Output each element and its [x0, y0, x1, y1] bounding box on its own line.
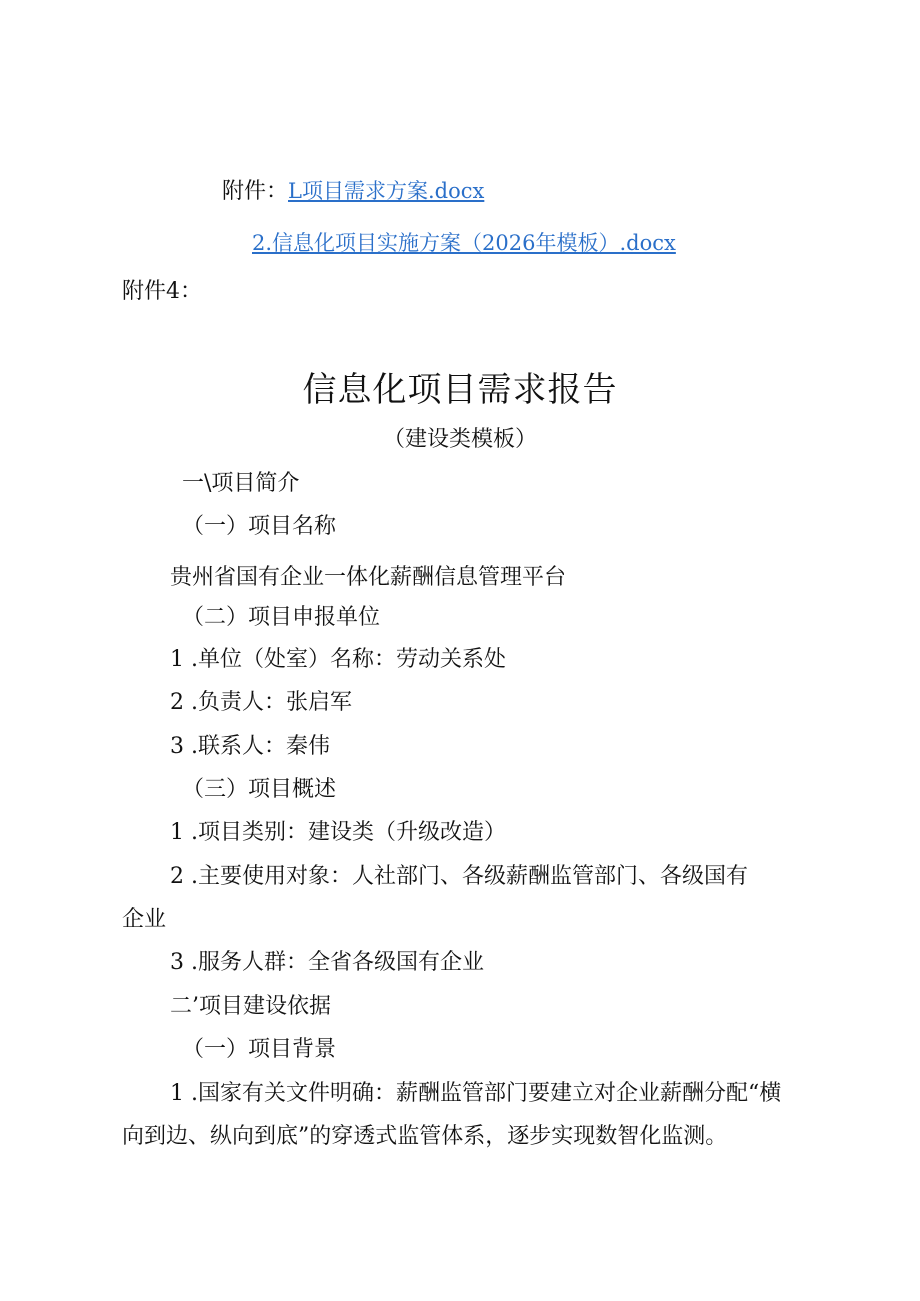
- section-1-2-heading: （二）项目申报单位: [182, 605, 381, 630]
- overview-item-3: 3 .服务人群：全省各级国有企业: [170, 950, 484, 975]
- page-title: 信息化项目需求报告: [302, 370, 618, 410]
- unit-item-3: 3 .联系人：秦伟: [170, 734, 330, 759]
- page-subtitle: （建设类模板）: [382, 427, 537, 452]
- overview-item-1: 1 .项目类别：建设类（升级改造）: [170, 820, 506, 845]
- attachments-line: [222, 176, 484, 207]
- section-1-heading: 一\项目简介: [182, 471, 300, 496]
- unit-item-1: 1 .单位（处室）名称：劳动关系处: [170, 647, 506, 672]
- attachments-label: 附件：: [222, 179, 289, 204]
- section-1-1-heading: （一）项目名称: [182, 514, 337, 539]
- overview-item-2-cont: 企业: [122, 907, 167, 932]
- attachment-link-1[interactable]: L项目需求方案.docx: [288, 179, 485, 203]
- background-para-cont: 向到边、纵向到底”的穿透式监管体系，逐步实现数智化监测。: [122, 1124, 728, 1149]
- section-1-3-heading: （三）项目概述: [182, 777, 337, 802]
- project-name: 贵州省国有企业一体化薪酬信息管理平台: [170, 565, 567, 590]
- unit-item-2: 2 .负责人：张启军: [170, 690, 352, 715]
- annex-label: 附件4：: [122, 279, 202, 304]
- overview-item-2: 2 .主要使用对象：人社部门、各级薪酬监管部门、各级国有: [170, 864, 748, 889]
- background-para: 1 .国家有关文件明确：薪酬监管部门要建立对企业薪酬分配“横: [170, 1081, 782, 1106]
- section-2-heading: 二’项目建设依据: [170, 994, 331, 1019]
- section-2-1-heading: （一）项目背景: [182, 1037, 337, 1062]
- attachment-link-2[interactable]: 2.信息化项目实施方案（2026年模板）.docx: [252, 231, 676, 255]
